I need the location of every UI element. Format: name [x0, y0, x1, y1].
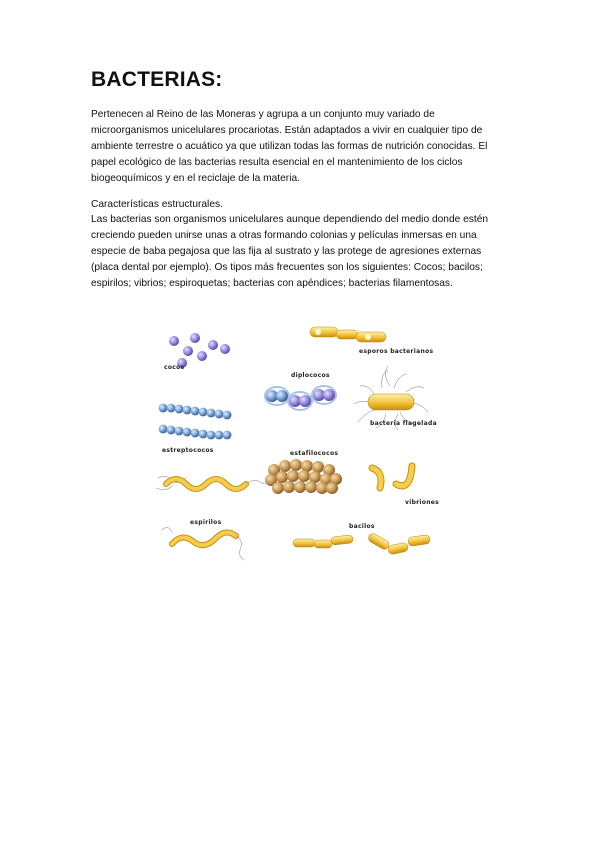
- section-title: Características estructurales.: [91, 199, 223, 210]
- bacteria-types-illustration: [150, 318, 442, 570]
- label-esporos: esporos bacterianos: [359, 348, 434, 355]
- page-title: BACTERIAS:: [91, 68, 223, 91]
- label-estreptococos: estreptococos: [162, 447, 214, 454]
- label-flagelada: bacteria flagelada: [370, 420, 437, 427]
- label-bacilos: bacilos: [349, 523, 375, 530]
- label-diplococos: diplococos: [291, 372, 330, 379]
- label-vibriones: vibriones: [405, 499, 440, 506]
- label-espirilos: espirilos: [190, 519, 222, 526]
- label-cocos: cocos: [164, 364, 185, 371]
- section-paragraph: Las bacterias son organismos unicelulares aunque dependiendo del medio donde estén creciendo pueden unirse unas a otras formando colonias y películas inmersas en una especie de baba pegajosa que las fija al sustrato y las protege de agresiones externas (placa dental por ejemplo). Os tipos más frecuentes son los siguientes: Cocos; bacilos; espirilos; vibrios; espiroquetas; bacterias con apéndices; bacterias filamentosas.: [91, 214, 489, 289]
- intro-paragraph: Pertenecen al Reino de las Moneras y agrupa a un conjunto muy variado de microorganismos unicelulares procariotas. Están adaptados a vivir en cualquier tipo de ambiente terrestre o acuático ya que utilizan todas las formas de nutrición conocidas. El papel ecológico de las bacterias resulta esencial en el mantenimiento de los ciclos biogeoquímicos y en el reciclaje de la materia.: [91, 109, 488, 184]
- label-estafilococos: estafilococos: [290, 450, 339, 457]
